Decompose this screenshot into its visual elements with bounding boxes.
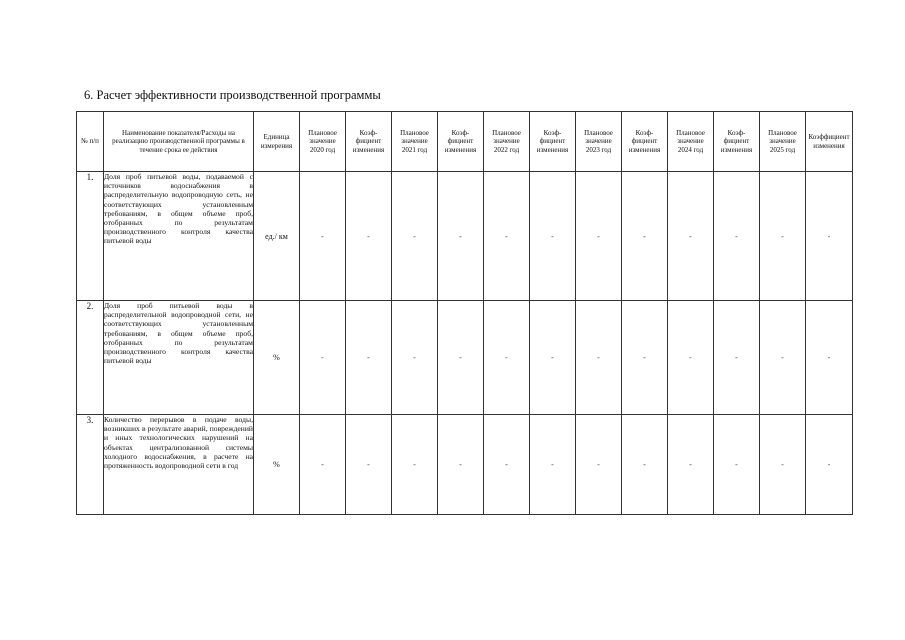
- cell-plan-2023: -: [576, 415, 622, 515]
- col-header-number: № п/п: [77, 112, 104, 172]
- col-header-coef-2025: Коэффициент изменения: [806, 112, 853, 172]
- row-unit: %: [254, 301, 300, 415]
- cell-coef-2021: -: [438, 415, 484, 515]
- row-unit: %: [254, 415, 300, 515]
- cell-coef-2024: -: [714, 415, 760, 515]
- col-header-coef-2022: Коэффициент изменения: [530, 112, 576, 172]
- cell-coef-2020: -: [346, 172, 392, 301]
- cell-plan-2020: -: [300, 301, 346, 415]
- cell-coef-2020: -: [346, 415, 392, 515]
- row-indicator-name: Доля проб питьевой воды, подаваемой с источников водоснабжения в распределительную водопроводную сеть, не соответствующих установленным требованиям, в общем объеме проб, отобранных по результатам производственного контроля качества питьевой воды: [104, 172, 254, 301]
- cell-coef-2024: -: [714, 301, 760, 415]
- cell-plan-2025: -: [760, 415, 806, 515]
- col-header-plan-2023: Плановое значение 2023 год: [576, 112, 622, 172]
- col-header-coef-2021: Коэффициент изменения: [438, 112, 484, 172]
- col-header-plan-2021: Плановое значение 2021 год: [392, 112, 438, 172]
- cell-coef-2021: -: [438, 301, 484, 415]
- page-title: 6. Расчет эффективности производственной программы: [84, 88, 381, 102]
- row-indicator-name: Доля проб питьевой воды в распределительной водопроводной сети, не соответствующих установленным требованиям, в общем объеме проб, отобранных по результатам производственного контроля качества питьевой воды: [104, 301, 254, 415]
- row-number: 3.: [77, 415, 104, 515]
- cell-coef-2025: -: [806, 415, 853, 515]
- cell-plan-2023: -: [576, 172, 622, 301]
- col-header-coef-2024: Коэффициент изменения: [714, 112, 760, 172]
- cell-plan-2023: -: [576, 301, 622, 415]
- row-indicator-name: Количество перерывов в подаче воды, возникших в результате аварий, повреждений и иных технологических нарушений на объектах централизованной системы холодного водоснабжения, в расчете на протяженность водопроводной сети в год: [104, 415, 254, 515]
- cell-coef-2022: -: [530, 172, 576, 301]
- table-row: [77, 172, 853, 301]
- cell-plan-2020: -: [300, 415, 346, 515]
- cell-plan-2024: -: [668, 415, 714, 515]
- cell-coef-2023: -: [622, 301, 668, 415]
- table-row: [77, 301, 853, 415]
- col-header-unit: Единица измерения: [254, 112, 300, 172]
- row-number: 2.: [77, 301, 104, 415]
- cell-coef-2022: -: [530, 415, 576, 515]
- cell-plan-2025: -: [760, 172, 806, 301]
- cell-plan-2021: -: [392, 172, 438, 301]
- efficiency-table: [76, 111, 853, 515]
- cell-coef-2025: -: [806, 301, 853, 415]
- col-header-name: Наименование показателя/Расходы на реализацию производственной программы в течение срока ее действия: [104, 112, 254, 172]
- row-number: 1.: [77, 172, 104, 301]
- col-header-plan-2024: Плановое значение 2024 год: [668, 112, 714, 172]
- cell-plan-2024: -: [668, 301, 714, 415]
- col-header-plan-2022: Плановое значение 2022 год: [484, 112, 530, 172]
- cell-plan-2025: -: [760, 301, 806, 415]
- cell-plan-2021: -: [392, 415, 438, 515]
- cell-plan-2024: -: [668, 172, 714, 301]
- row-unit: ед./ км: [254, 172, 300, 301]
- col-header-plan-2020: Плановое значение 2020 год: [300, 112, 346, 172]
- cell-coef-2023: -: [622, 172, 668, 301]
- col-header-plan-2025: Плановое значение 2025 год: [760, 112, 806, 172]
- cell-plan-2022: -: [484, 301, 530, 415]
- cell-coef-2020: -: [346, 301, 392, 415]
- col-header-coef-2020: Коэффициент изменения: [346, 112, 392, 172]
- table-header-row: [77, 112, 853, 172]
- cell-coef-2025: -: [806, 172, 853, 301]
- table-row: [77, 415, 853, 515]
- cell-plan-2021: -: [392, 301, 438, 415]
- cell-coef-2024: -: [714, 172, 760, 301]
- cell-coef-2021: -: [438, 172, 484, 301]
- cell-plan-2022: -: [484, 172, 530, 301]
- col-header-coef-2023: Коэффициент изменения: [622, 112, 668, 172]
- cell-coef-2022: -: [530, 301, 576, 415]
- cell-plan-2022: -: [484, 415, 530, 515]
- cell-coef-2023: -: [622, 415, 668, 515]
- cell-plan-2020: -: [300, 172, 346, 301]
